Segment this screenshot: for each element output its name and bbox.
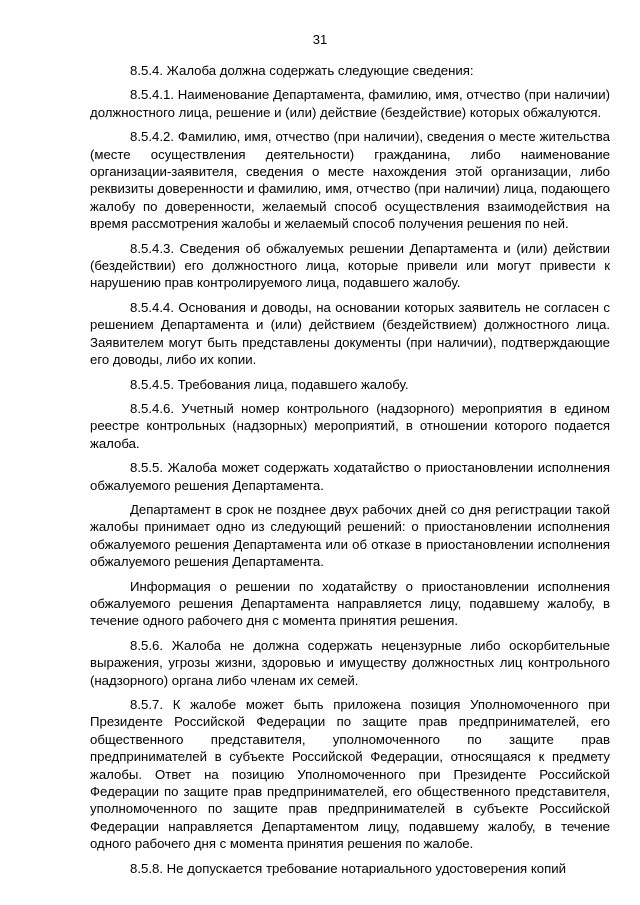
paragraph-decision-information: Информация о решении по ходатайству о приостановлении исполнения обжалуемого решения Департамента направляется лицу, подавшему жалобу, в течение одного рабочего дня с момента принятия решения. <box>90 578 610 629</box>
paragraph-8-5-4-3: 8.5.4.3. Сведения об обжалуемых решении Департамента и (или) действии (бездействии) его должностного лица, которые привели или могут привести к нарушению прав контролируемого лица, подавшего жалобу. <box>90 240 610 291</box>
paragraph-8-5-4-5: 8.5.4.5. Требования лица, подавшего жалобу. <box>130 376 409 392</box>
paragraph-suspension-decision: Департамент в срок не позднее двух рабочих дней со дня регистрации такой жалобы принимает одно из следующий решений: о приостановлении исполнения обжалуемого решения Департамента или об отказе в приостановлении исполнения обжалуемого решения Департамента. <box>90 501 610 570</box>
paragraph-8-5-4-1: 8.5.4.1. Наименование Департамента, фамилию, имя, отчество (при наличии) должностного лица, решение и (или) действие (бездействие) которых обжалуются. <box>90 87 610 120</box>
document-body <box>90 62 610 884</box>
paragraph-8-5-7: 8.5.7. К жалобе может быть приложена позиция Уполномоченного при Президенте Российской Федерации по защите прав предпринимателей, его общественного представителя, уполномоченного по защите прав предпринимателей в субъекте Российской Федерации, относящаяся к предмету жалобы. Ответ на позицию Уполномоченного при Президенте Российской Федерации по защите прав предпринимателей, его общественного представителя, уполномоченного по защите прав предпринимателей в субъекте Российской Федерации направляется Департаментом лицу, подавшему жалобу, в течение одного рабочего дня с момента принятия решения по жалобе. <box>90 697 610 852</box>
page-number: 31 <box>312 32 328 47</box>
paragraph-8-5-4-2: 8.5.4.2. Фамилию, имя, отчество (при наличии), сведения о месте жительства (месте осуществления деятельности) гражданина, либо наименование организации-заявителя, сведения о месте нахождения этой организации, либо реквизиты доверенности и фамилию, имя, отчество (при наличии) лица, подающего жалобу по доверенности, желаемый способ осуществления взаимодействия на время рассмотрения жалобы и желаемый способ получения решения по ней. <box>90 129 610 232</box>
paragraph-8-5-4: 8.5.4. Жалоба должна содержать следующие сведения: <box>130 63 474 78</box>
paragraph-8-5-4-4: 8.5.4.4. Основания и доводы, на основании которых заявитель не согласен с решением Департамента и (или) действием (бездействием) должностного лица. Заявителем могут быть представлены документы (при наличии), подтверждающие его доводы, либо их копии. <box>90 299 610 368</box>
paragraph-8-5-5: 8.5.5. Жалоба может содержать ходатайство о приостановлении исполнения обжалуемого решения Департамента. <box>90 460 610 493</box>
paragraph-8-5-6: 8.5.6. Жалоба не должна содержать нецензурные либо оскорбительные выражения, угрозы жизни, здоровью и имуществу должностных лиц контрольного (надзорного) органа либо членам их семей. <box>90 637 610 688</box>
paragraph-8-5-8: 8.5.8. Не допускается требование нотариального удостоверения копий <box>130 860 566 876</box>
paragraph-8-5-4-6: 8.5.4.6. Учетный номер контрольного (надзорного) мероприятия в едином реестре контрольных (надзорных) мероприятий, в отношении которого подается жалоба. <box>90 400 610 451</box>
